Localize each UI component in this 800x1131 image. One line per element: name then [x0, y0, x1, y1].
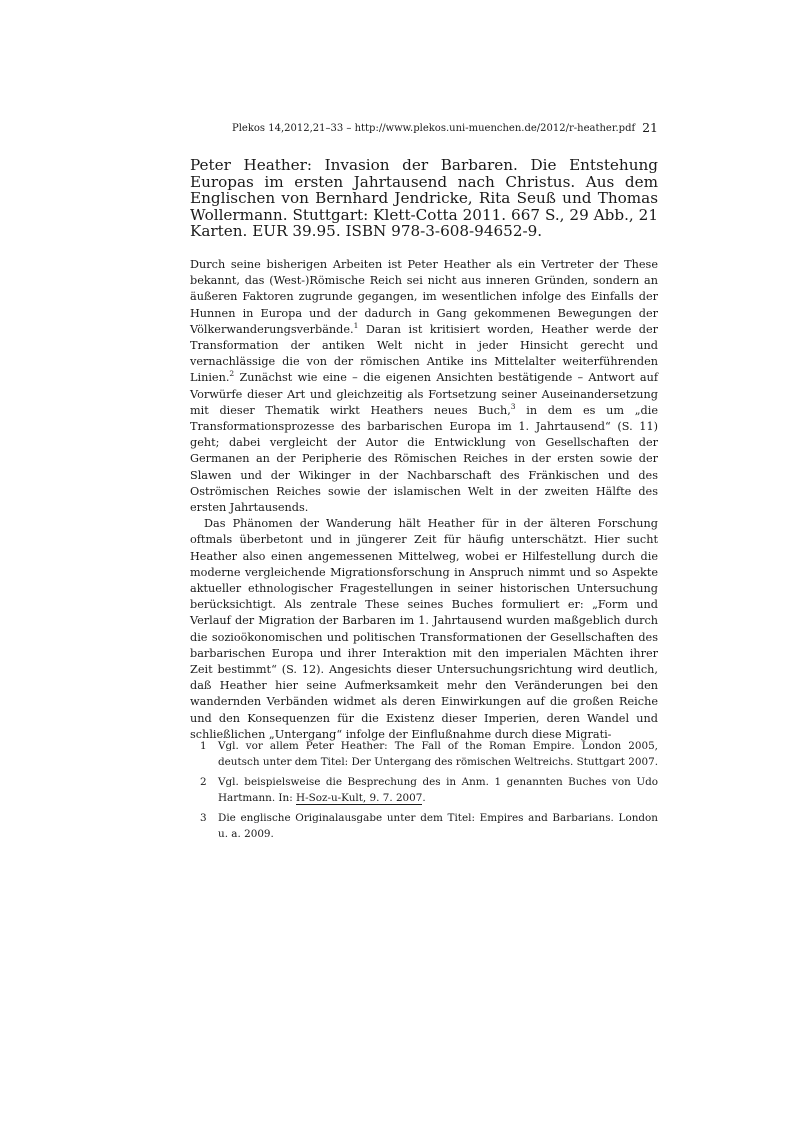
paragraph-1-segment: Durch seine bisherigen Arbeiten ist Peter Heather als ein Vertreter der These bekannt, das (West-)Römische Reich sei nicht aus inneren Gründen, sondern an äußeren Faktoren zugrunde gegangen, im wesentlichen infolge des Einfalls der Hunnen in Europa und der dadurch in Gang gekommenen Bewegungen der Völkerwanderungsverbände.: [190, 258, 658, 336]
footnote-text: Vgl. vor allem Peter Heather: The Fall of the Roman Empire. London 2005, deutsch unter dem Titel: Der Untergang des römischen Weltreichs. Stuttgart 2007.: [218, 740, 659, 768]
footnote-ref-2[interactable]: 2: [229, 369, 235, 379]
paragraph-2: Das Phänomen der Wanderung hält Heather für in der älteren Forschung oftmals überbetont und in jüngerer Zeit für häufig unterschätzt. Hier sucht Heather also einen angemessenen Mittelweg, wobei er Hilfestellung durch die moderne vergleichende Migrationsforschung in Anspruch nimmt und so Aspekte aktueller ethnologischer Fragestellungen in seiner historischen Untersuchung berücksichtigt. Als zentrale These seines Buches formuliert er: „Form und Verlauf der Migration der Barbaren im 1. Jahrtausend wurden maßgeblich durch die sozioökonomischen und politischen Transformationen der Gesellschaften des barbarischen Europa und ihrer Interaktion mit den imperialen Mächten ihrer Zeit bestimmt“ (S. 12). Angesichts dieser Untersuchungsrichtung wird deutlich, daß Heather hier seine Aufmerksamkeit mehr den Veränderungen bei den wandernden Verbänden widmet als deren Einwirkungen auf die großen Reiche und den Konsequenzen für die Existenz dieser Imperien, deren Wandel und schließlichen „Untergang“ infolge der Einflußnahme durch diese Migrati-: [190, 517, 658, 741]
footnotes: [200, 739, 658, 848]
review-title: Peter Heather: Invasion der Barbaren. Die Entstehung Europas im ersten Jahrtausend nach Christus. Aus dem Englischen von Bernhard Jendricke, Rita Seuß und Thomas Wollermann. Stuttgart: Klett-Cotta 2011. 667 S., 29 Abb., 21 Karten. EUR 39.95. ISBN 978-3-608-94652-9.: [190, 156, 658, 241]
footnote-3: [200, 811, 658, 842]
paragraph-1: [190, 257, 658, 516]
footnote-number: 1: [200, 740, 207, 752]
paragraph-1-segment: Daran ist kritisiert worden, Heather werde der Transformation der antiken Welt nicht in jeder Hinsicht gerecht und vernachlässige die von der römischen Antike ins Mittelalter weiterführenden Linien.: [190, 322, 658, 385]
page-number: 21: [642, 120, 658, 135]
footnote-ref-3[interactable]: 3: [510, 401, 516, 411]
footnote-text: Vgl. beispielsweise die Besprechung des in Anm. 1 genannten Buches von Udo Hartmann. In:: [218, 776, 658, 804]
header-source-citation: Plekos 14,2012,21–33 – http://www.plekos.uni-muenchen.de/2012/r-heather.pdf: [232, 123, 636, 134]
footnote-1: [200, 739, 658, 770]
paragraph-1-segment: in dem es um „die Transformationsprozesse des barbarischen Europa im 1. Jahrtausend“ (S. 11) geht; dabei vergleicht der Autor die Entwicklung von Gesellschaften der Germanen an der Peripherie des Römischen Reiches in der ersten sowie der Slawen und der Wikinger in der Nachbarschaft des Fränkischen und des Oströmischen Reiches sowie der islamischen Welt in der zweiten Hälfte des ersten Jahrtausends.: [190, 403, 658, 515]
footnote-ref-1[interactable]: 1: [353, 320, 359, 330]
footnote-text-end: .: [422, 791, 426, 804]
paragraph-1-segment: Zunächst wie eine – die eigenen Ansichten bestätigende – Antwort auf Vorwürfe dieser Art und gleichzeitig als Fortsetzung seiner Auseinandersetzung mit dieser Thematik wirkt Heathers neues Buch,: [190, 371, 658, 417]
footnote-number: 2: [200, 776, 207, 789]
h-soz-u-kult-link[interactable]: H-Soz-u-Kult, 9. 7. 2007: [296, 791, 423, 804]
footnote-2: [200, 775, 658, 806]
review-body: [190, 257, 658, 743]
footnote-number: 3: [200, 812, 207, 825]
footnote-text: Die englische Originalausgabe unter dem Titel: Empires and Barbarians. London u. a. 2009.: [218, 812, 658, 840]
